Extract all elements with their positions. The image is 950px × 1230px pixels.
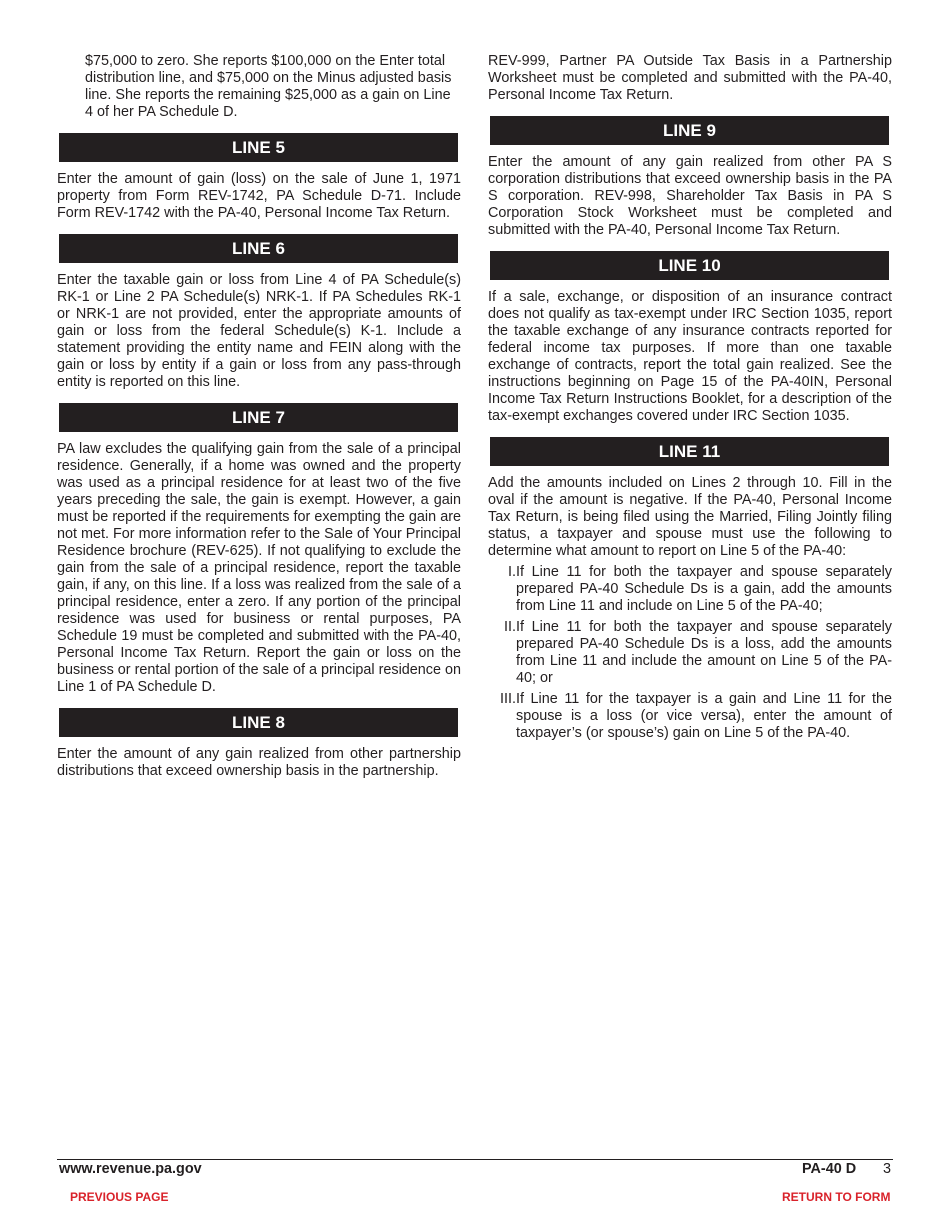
line-10-header: LINE 10 [490, 251, 889, 280]
page-number: 3 [883, 1161, 892, 1177]
continued-paragraph-right: REV-999, Partner PA Outside Tax Basis in a Partnership Worksheet must be completed and submitted with the PA-40, Personal Income Tax Return. [488, 53, 892, 103]
list-item [488, 619, 892, 687]
line-6-header: LINE 6 [59, 234, 458, 263]
line-8-header: LINE 8 [59, 708, 458, 737]
list-item-text: If Line 11 for both the taxpayer and spouse separately prepared PA-40 Schedule Ds is a loss, add the amounts from Line 11 and include the amount on Line 5 of the PA-40; or [516, 619, 892, 686]
line-6-text: Enter the taxable gain or loss from Line 4 of PA Schedule(s) RK-1 or Line 2 PA Schedule(s) NRK-1. If PA Schedules RK-1 or NRK-1 are not provided, enter the appropriate amounts of gain or loss from the federal Schedule(s) K-1. Include a statement providing the entity name and FEIN along with the gain or loss by entity if a gain or loss from any pass-through entity is reported on this line. [57, 272, 461, 390]
right-column [488, 53, 892, 746]
list-marker: I. [508, 564, 516, 580]
footer-divider [57, 1159, 893, 1160]
footer-url: www.revenue.pa.gov [59, 1161, 202, 1177]
line-11-header: LINE 11 [490, 437, 889, 466]
list-item [488, 691, 892, 742]
line-5-header: LINE 5 [59, 133, 458, 162]
list-item-text: If Line 11 for both the taxpayer and spouse separately prepared PA-40 Schedule Ds is a gain, add the amounts from Line 11 and include on Line 5 of the PA-40; [516, 564, 892, 614]
line-9-text: Enter the amount of any gain realized from other PA S corporation distributions that exceed ownership basis in the PA S corporation. REV-998, Shareholder Tax Basis in PA S Corporation Stock Worksheet must be completed and submitted with the PA-40, Personal Income Tax Return. [488, 154, 892, 238]
line-8-text: Enter the amount of any gain realized from other partnership distributions that exceed ownership basis in the partnership. [57, 746, 461, 779]
previous-page-link[interactable]: PREVIOUS PAGE [70, 1190, 169, 1204]
return-to-form-link[interactable]: RETURN TO FORM [782, 1190, 891, 1204]
line-7-text: PA law excludes the qualifying gain from the sale of a principal residence. Generally, if a home was owned and the property was used as a principal residence for at least two of the five years preceding the sale, the gain is exempt. However, a gain must be reported if the requirements for exempting the gain are not met. For more information refer to the Sale of Your Principal Residence brochure (REV-625). If not qualifying to exclude the gain from the sale of a principal residence, report the taxable gain, if any, on this line. If a loss was realized from the sale of a principal residence, enter a zero. If any portion of the principal residence was used for business or rental purposes, PA Schedule 19 must be completed and submitted with the PA-40, Personal Income Tax Return. Report the gain or loss on the business or rental portion of the sale of a principal residence on Line 1 of PA Schedule D. [57, 441, 461, 695]
line-5-text: Enter the amount of gain (loss) on the sale of June 1, 1971 property from Form REV-1742, PA Schedule D-71. Include Form REV-1742 with the PA-40, Personal Income Tax Return. [57, 171, 461, 221]
line-7-header: LINE 7 [59, 403, 458, 432]
line-9-header: LINE 9 [490, 116, 889, 145]
continued-paragraph: $75,000 to zero. She reports $100,000 on the Enter total distribution line, and $75,000 on the Minus adjusted basis line. She reports the remaining $25,000 as a gain on Line 4 of her PA Schedule D. [85, 53, 452, 120]
list-marker: III. [500, 691, 516, 707]
list-item [488, 564, 892, 615]
list-marker: II. [504, 619, 516, 635]
line-10-text: If a sale, exchange, or disposition of an insurance contract does not qualify as tax-exempt under IRC Section 1035, report the taxable exchange of any insurance contracts reported for federal income tax purposes. If more than one taxable exchange of contracts, report the total gain realized. See the instructions beginning on Page 15 of the PA-40IN, Personal Income Tax Return Instructions Booklet, for a description of the tax-exempt exchanges covered under IRC Section 1035. [488, 289, 892, 424]
line-11-text: Add the amounts included on Lines 2 through 10. Fill in the oval if the amount is negative. If the PA-40, Personal Income Tax Return, is being filed using the Married, Filing Jointly filing status, a taxpayer and spouse must use the following to determine what amount to report on Line 5 of the PA-40: [488, 475, 892, 559]
list-item-text: If Line 11 for the taxpayer is a gain and Line 11 for the spouse is a loss (or vice versa), enter the amount of taxpayer’s (or spouse’s) gain on Line 5 of the PA-40. [516, 691, 892, 741]
left-column [57, 53, 461, 780]
footer-form-name: PA-40 D [802, 1161, 857, 1177]
